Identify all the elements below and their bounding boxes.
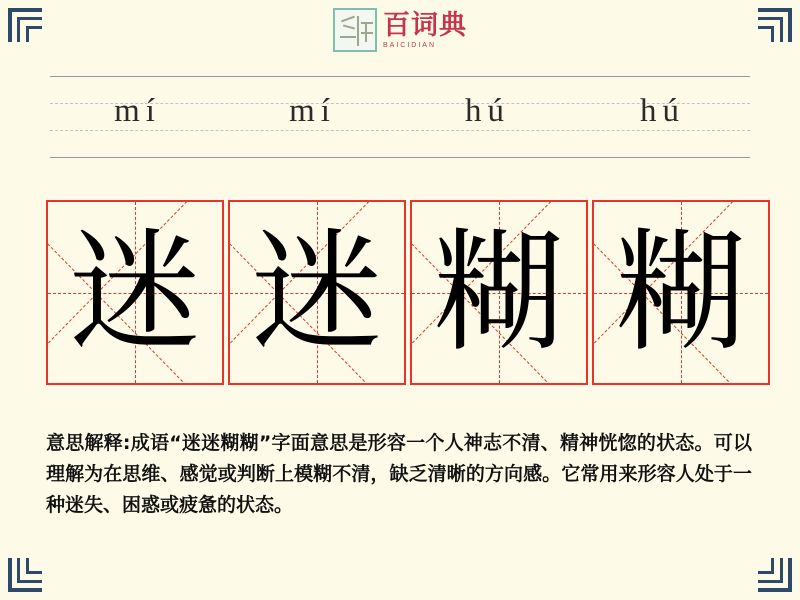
pinyin-staff [50,76,750,158]
character-glyph: 迷 [69,215,201,370]
pinyin-syllable: hú [465,92,510,129]
character-glyph: 糊 [615,215,747,370]
explanation-label: 意思解释: [46,432,131,454]
explanation-block [46,428,752,520]
logo-text [383,9,467,49]
site-logo[interactable] [333,8,467,52]
character-glyph: 迷 [251,215,383,370]
corner-ornament-bottom-left [8,558,42,592]
character-cell [410,200,588,385]
pinyin-syllable: mí [114,92,161,129]
character-glyph: 糊 [433,215,565,370]
pinyin-syllable: mí [289,92,336,129]
seal-icon [333,8,377,52]
character-cell [592,200,770,385]
pinyin-row [50,76,750,158]
pinyin-syllable: hú [640,92,685,129]
character-cell [228,200,406,385]
character-cell [46,200,224,385]
logo-name-cn: 百词典 [383,9,467,41]
explanation-text: 成语“迷迷糊糊”字面意思是形容一个人神志不清、精神恍惚的状态。可以理解为在思维、感觉或判断上模糊不清，缺乏清晰的方向感。它常用来形容人处于一种迷失、困惑或疲惫的状态。 [46,432,752,516]
corner-ornament-top-right [758,8,792,42]
corner-ornament-top-left [8,8,42,42]
logo-name-en: BAICIDIAN [383,41,437,49]
corner-ornament-bottom-right [758,558,792,592]
character-grid [46,200,770,385]
